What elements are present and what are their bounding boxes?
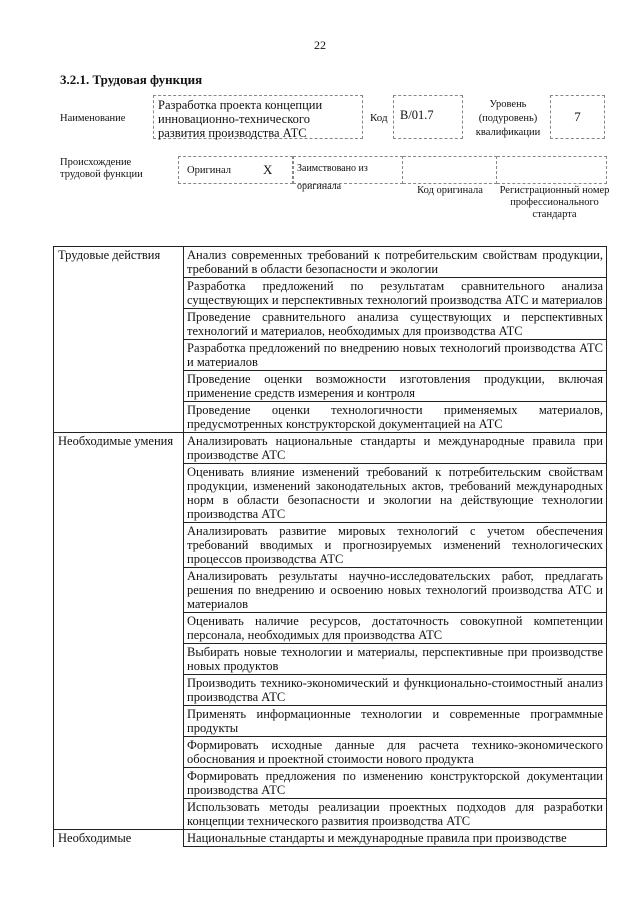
labor-actions-section: [54, 247, 607, 433]
required-knowledge-section: [54, 830, 607, 847]
skill-item: Оценивать влияние изменений требований к потребительским свойствам продукции, изменений законодательных актов, требований международных норм в области безопасности и экологии на действующие технологии производства АТС: [184, 464, 607, 523]
skill-item: Анализировать развитие мировых технологий с учетом обеспечения требований вводимых и прогнозируемых изменений технологических процессов производства АТС: [184, 523, 607, 568]
reg-number-label: Регистрационный номер профессионального стандарта: [499, 185, 610, 220]
origin-label: Происхождение трудовой функции: [60, 157, 143, 180]
name-value: Разработка проекта концепции инновационно-технического развития производства АТС: [153, 95, 363, 139]
code-original-cell: [403, 156, 497, 184]
skill-item: Формировать предложения по изменению конструкторской документации производства АТС: [184, 768, 607, 799]
required-knowledge-label: Необходимые: [54, 830, 184, 847]
knowledge-item: Национальные стандарты и международные правила при производстве: [184, 830, 607, 847]
labor-actions-label: Трудовые действия: [54, 247, 184, 278]
original-mark: X: [263, 162, 273, 177]
level-value: 7: [550, 95, 605, 139]
required-skills-label: Необходимые умения: [54, 433, 184, 464]
section-title: 3.2.1. Трудовая функция: [60, 72, 203, 87]
skill-item: Анализировать национальные стандарты и международные правила при производстве АТС: [184, 433, 607, 464]
code-label: Код: [370, 112, 388, 124]
skill-item: Выбирать новые технологии и материалы, перспективные при производстве новых продуктов: [184, 644, 607, 675]
skill-item: Применять информационные технологии и современные программные продукты: [184, 706, 607, 737]
reg-number-cell: [497, 156, 607, 184]
skill-item: Использовать методы реализации проектных подходов для разработки концепции технического развития производства АТС: [184, 799, 607, 830]
required-skills-section: [54, 433, 607, 830]
labor-action-item: Проведение оценки технологичности применяемых материалов, предусмотренных конструкторской документацией на АТС: [184, 402, 607, 433]
labor-action-item: Разработка предложений по внедрению новых технологий производства АТС и материалов: [184, 340, 607, 371]
code-original-label: Код оригинала: [417, 185, 483, 196]
page-number: 22: [314, 38, 326, 52]
borrowed-label: Заимствовано из оригинала: [297, 163, 368, 192]
function-table: [53, 246, 607, 847]
labor-action-item: Проведение сравнительного анализа существующих и перспективных технологий и материалов, необходимых для производства АТС: [184, 309, 607, 340]
labor-action-item: Разработка предложений по результатам сравнительного анализа существующих и перспективных технологий производства АТС и материалов: [184, 278, 607, 309]
labor-action-item: Проведение оценки возможности изготовления продукции, включая применение средств измерения и контроля: [184, 371, 607, 402]
labor-action-item: Анализ современных требований к потребительским свойствам продукции, требований в области безопасности и экологии: [184, 247, 607, 278]
skill-item: Производить технико-экономический и функционально-стоимостный анализ производства АТС: [184, 675, 607, 706]
skill-item: Оценивать наличие ресурсов, достаточность совокупной компетенции персонала, необходимых для производства АТС: [184, 613, 607, 644]
original-cell: [178, 156, 293, 184]
level-label: Уровень (подуровень) квалификации: [475, 99, 541, 138]
skill-item: Формировать исходные данные для расчета технико-экономического обоснования и проектной стоимости нового продукта: [184, 737, 607, 768]
skill-item: Анализировать результаты научно-исследовательских работ, предлагать решения по внедрению и освоению новых технологий производства АТС и материалов: [184, 568, 607, 613]
original-label: Оригинал: [187, 165, 231, 176]
borrowed-cell: [293, 156, 403, 192]
name-label: Наименование: [60, 113, 126, 124]
code-value: В/01.7: [393, 95, 463, 139]
